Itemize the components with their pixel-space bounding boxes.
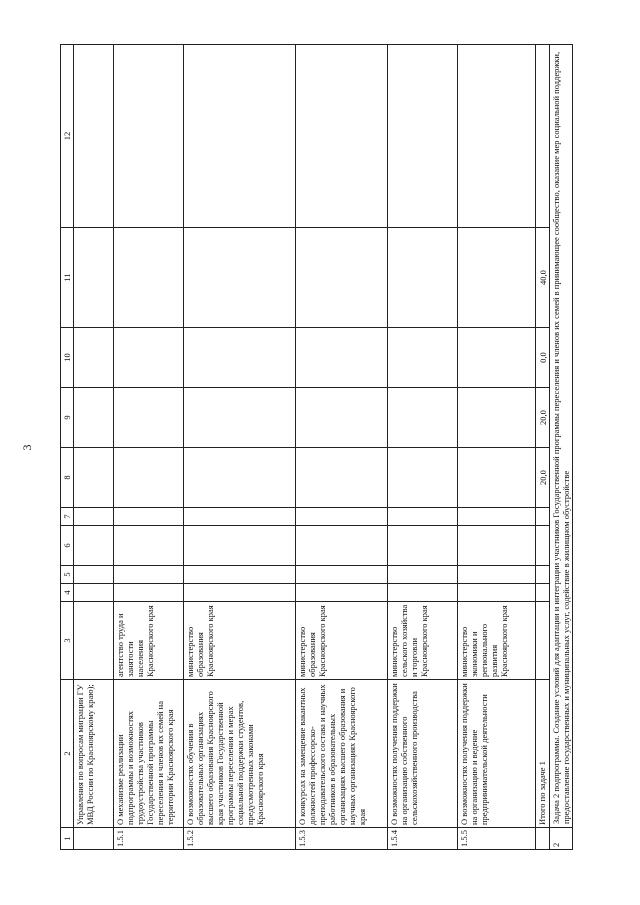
row-number: 1.5.4 [388,828,458,850]
row-organization: министерство экономики и регионального развития Красноярского края [458,602,536,680]
row-organization: агентство труда и занятости населения Красноярского края [114,602,184,680]
program-table [60,44,573,850]
col-header: 5 [61,566,74,584]
row-organization: министерство образования Красноярского края [184,602,296,680]
total-value: 0,0 [536,328,550,388]
col-header: 7 [61,508,74,526]
row-number: 1.5.1 [114,828,184,850]
col-header: 8 [61,448,74,508]
header-row [61,45,74,850]
row-description: О возможностях получения поддержки на организацию и ведение предпринимательской деятельности [458,680,536,828]
table-row [114,45,184,850]
task-number: 2 [550,828,573,850]
col-header: 2 [61,680,74,828]
row-number [74,828,114,850]
total-value: 20,0 [536,448,550,508]
col-header: 12 [61,45,74,228]
task-row [550,45,573,850]
table-row [388,45,458,850]
col-header: 3 [61,602,74,680]
table-row [74,45,114,850]
col-header: 4 [61,584,74,602]
total-row [536,45,550,850]
table-row [184,45,296,850]
page-number: 3 [20,444,34,451]
row-description: О конкурсах на замещение вакантных должностей профессорско-преподавательского состава и научных работников в образовательных организациях высшего образования и научных организациях Красноярского края [296,680,388,828]
row-organization: министерство сельского хозяйства и торговли Красноярского края [388,602,458,680]
row-description: Управления по вопросам миграции ГУ МВД России по Красноярскому краю); [74,680,114,828]
col-header: 1 [61,828,74,850]
total-value: 40,0 [536,228,550,328]
col-header: 9 [61,388,74,448]
row-description: О возможностях обучения в образовательных организациях высшего образования Красноярского края участников Государственной программы переселения и мерах социальной поддержки студентов, предусмотренных законами Красноярского края [184,680,296,828]
task-description: Задача 2 подпрограммы. Создание условий для адаптации и интеграции участников Государственной программы переселения и членов их семей в принимающее сообщество, оказание мер социальной поддержки, предоставление государственных и муниципальных услуг, содействие в жилищном обустройстве [550,45,573,828]
document-page [20,45,615,850]
row-organization: министерство образования Красноярского края [296,602,388,680]
total-value: 20,0 [536,388,550,448]
row-number: 1.5.2 [184,828,296,850]
table-row [296,45,388,850]
row-number: 1.5.3 [296,828,388,850]
row-organization [74,602,114,680]
row-description: О возможностях получения поддержки на организацию собственного сельскохозяйственного производства [388,680,458,828]
col-header: 10 [61,328,74,388]
row-number: 1.5.5 [458,828,536,850]
col-header: 6 [61,526,74,566]
table-row [458,45,536,850]
col-header: 11 [61,228,74,328]
row-description: О механизме реализации подпрограммы и возможностях трудоустройства участников Государственной программы переселения и членов их семей на территории Красноярского края [114,680,184,828]
total-label: Итого по задаче 1 [536,680,550,828]
